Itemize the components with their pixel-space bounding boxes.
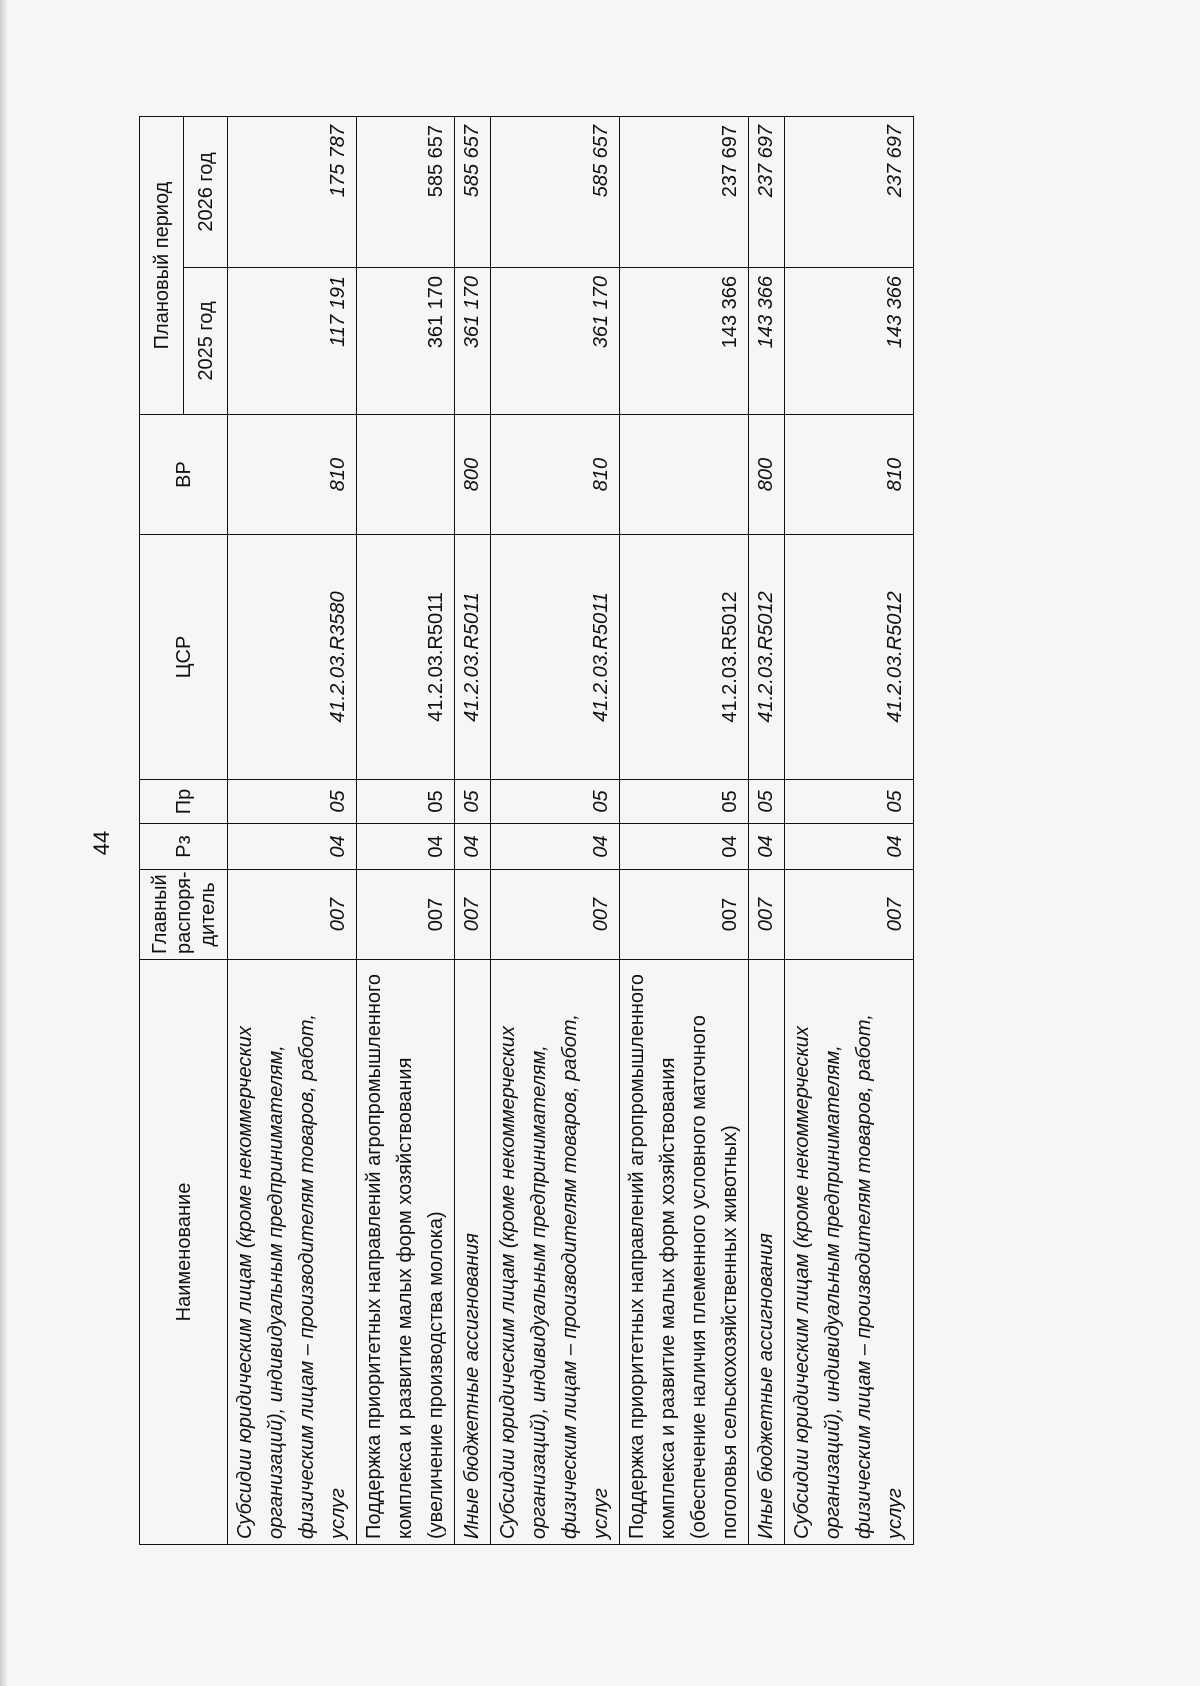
row-vr-cell — [620, 415, 749, 535]
row-name-cell: Поддержка приоритетных направлений агропромышленного комплекса и развитие малых форм хозяйствования (увеличение производства молока) — [357, 960, 455, 1545]
row-distributor-cell: 007 — [491, 870, 620, 960]
row-vr-cell — [357, 415, 455, 535]
row-2025-amount-cell: 361 170 — [455, 268, 491, 415]
row-vr-cell: 800 — [749, 415, 785, 535]
row-2026-amount-cell: 175 787 — [228, 116, 357, 267]
row-name-cell: Субсидии юридическим лицам (кроме некоммерческих организаций), индивидуальным предпринимателям, физическим лицам – производителям товаров, работ, услуг — [785, 960, 914, 1545]
row-2025-amount-cell: 143 366 — [749, 268, 785, 415]
row-pr-cell: 05 — [455, 780, 491, 824]
row-2025-amount-cell: 361 170 — [491, 268, 620, 415]
header-rz: Рз — [140, 824, 228, 870]
row-2026-amount-cell: 237 697 — [785, 116, 914, 267]
row-csr-cell: 41.2.03.R5011 — [491, 535, 620, 780]
row-distributor-cell: 007 — [749, 870, 785, 960]
row-vr-cell: 800 — [455, 415, 491, 535]
table-row — [749, 116, 785, 1544]
row-vr-cell: 810 — [785, 415, 914, 535]
page-number: 44 — [89, 830, 114, 856]
row-rz-cell: 04 — [749, 824, 785, 870]
header-year-2025: 2025 год — [184, 268, 228, 415]
row-2026-amount-cell: 585 657 — [491, 116, 620, 267]
row-distributor-cell: 007 — [785, 870, 914, 960]
row-vr-cell: 810 — [491, 415, 620, 535]
header-year-2026: 2026 год — [184, 116, 228, 267]
row-2025-amount-cell: 143 366 — [785, 268, 914, 415]
scan-edge — [0, 0, 8, 1686]
row-name-cell: Иные бюджетные ассигнования — [455, 960, 491, 1545]
row-pr-cell: 05 — [620, 780, 749, 824]
table-row — [228, 116, 357, 1544]
row-2025-amount-cell: 117 191 — [228, 268, 357, 415]
header-name: Наименование — [140, 960, 228, 1545]
row-2025-amount-cell: 361 170 — [357, 268, 455, 415]
row-pr-cell: 05 — [785, 780, 914, 824]
budget-table — [139, 116, 914, 1545]
row-csr-cell: 41.2.03.R5012 — [620, 535, 749, 780]
row-name-cell: Субсидии юридическим лицам (кроме некоммерческих организаций), индивидуальным предпринимателям, физическим лицам – производителям товаров, работ, услуг — [228, 960, 357, 1545]
row-name-cell: Субсидии юридическим лицам (кроме некоммерческих организаций), индивидуальным предпринимателям, физическим лицам – производителям товаров, работ, услуг — [491, 960, 620, 1545]
row-csr-cell: 41.2.03.R5011 — [357, 535, 455, 780]
row-distributor-cell: 007 — [357, 870, 455, 960]
header-pr: Пр — [140, 780, 228, 824]
row-pr-cell: 05 — [228, 780, 357, 824]
row-pr-cell: 05 — [749, 780, 785, 824]
table-row — [357, 116, 455, 1544]
row-pr-cell: 05 — [357, 780, 455, 824]
table-row — [620, 116, 749, 1544]
rotated-table-frame — [139, 117, 919, 1545]
row-csr-cell: 41.2.03.R5011 — [455, 535, 491, 780]
header-planning-period: Плановый период — [140, 116, 184, 414]
row-2026-amount-cell: 585 657 — [357, 116, 455, 267]
row-csr-cell: 41.2.03.R3580 — [228, 535, 357, 780]
row-csr-cell: 41.2.03.R5012 — [749, 535, 785, 780]
row-2026-amount-cell: 585 657 — [455, 116, 491, 267]
row-rz-cell: 04 — [357, 824, 455, 870]
row-pr-cell: 05 — [491, 780, 620, 824]
header-csr: ЦСР — [140, 535, 228, 780]
table-row — [491, 116, 620, 1544]
table-body — [228, 116, 914, 1544]
table-row — [785, 116, 914, 1544]
row-2026-amount-cell: 237 697 — [749, 116, 785, 267]
header-main-distributor: Главный распоря- дитель — [140, 870, 228, 960]
row-rz-cell: 04 — [491, 824, 620, 870]
row-name-cell: Поддержка приоритетных направлений агропромышленного комплекса и развитие малых форм хозяйствования (обеспечение наличия племенного условного маточного поголовья сельскохозяйственных животных) — [620, 960, 749, 1545]
table-row — [455, 116, 491, 1544]
row-rz-cell: 04 — [455, 824, 491, 870]
row-rz-cell: 04 — [228, 824, 357, 870]
row-distributor-cell: 007 — [620, 870, 749, 960]
row-2025-amount-cell: 143 366 — [620, 268, 749, 415]
row-name-cell: Иные бюджетные ассигнования — [749, 960, 785, 1545]
row-distributor-cell: 007 — [455, 870, 491, 960]
budget-table-container — [139, 117, 919, 1545]
row-vr-cell: 810 — [228, 415, 357, 535]
header-vr: ВР — [140, 415, 228, 535]
row-2026-amount-cell: 237 697 — [620, 116, 749, 267]
row-rz-cell: 04 — [785, 824, 914, 870]
row-rz-cell: 04 — [620, 824, 749, 870]
row-csr-cell: 41.2.03.R5012 — [785, 535, 914, 780]
row-distributor-cell: 007 — [228, 870, 357, 960]
